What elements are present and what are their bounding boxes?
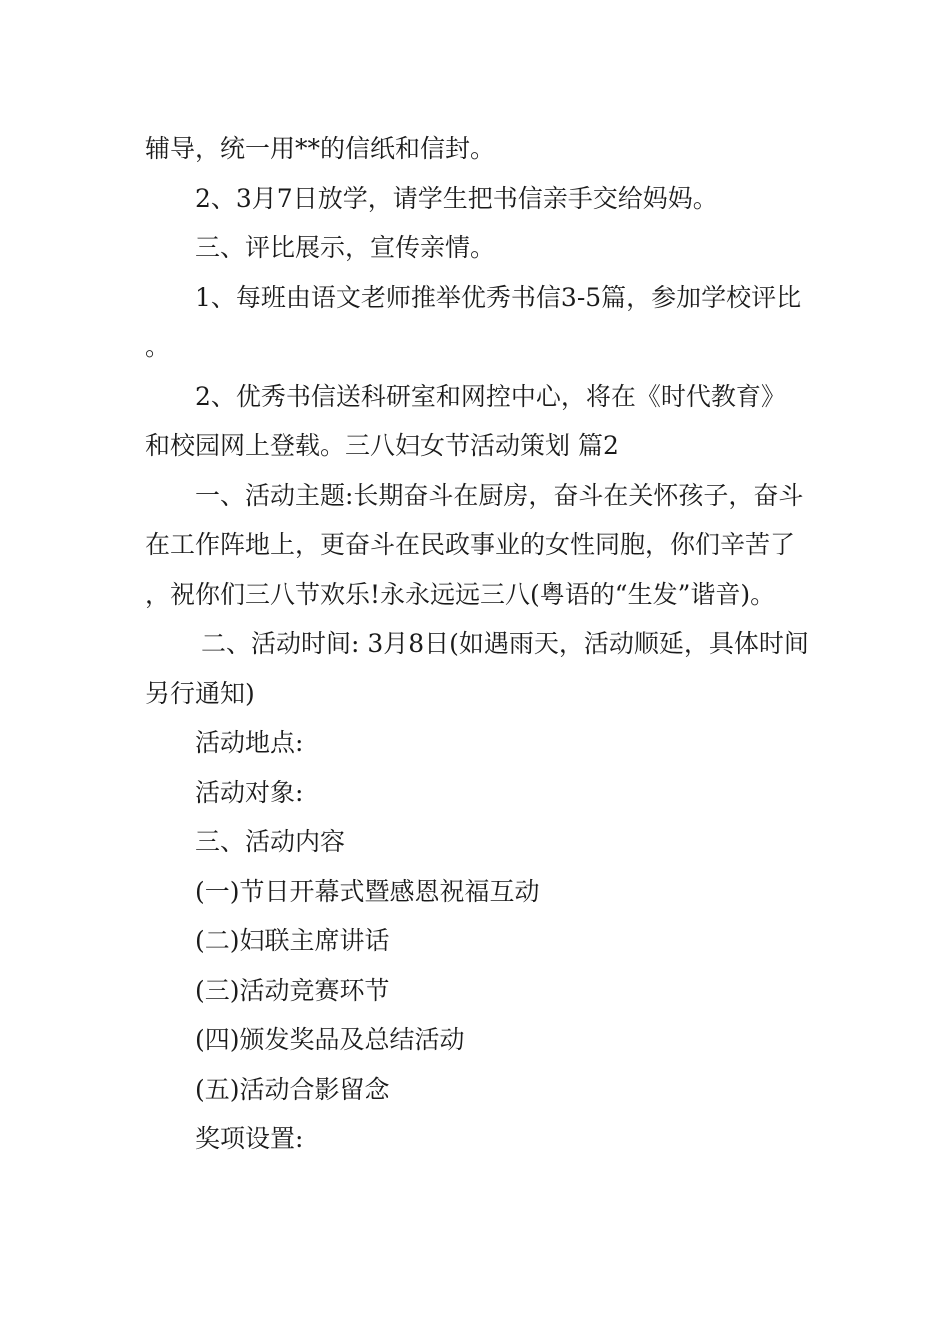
list-item: (三)活动竞赛环节 <box>195 975 390 1005</box>
list-item: (一)节日开幕式暨感恩祝福互动 <box>195 876 540 906</box>
activity-content-heading: 三、活动内容 <box>195 827 346 856</box>
paragraph-item-2: 2、3月7日放学，请学生把书信亲手交给妈妈。 <box>195 183 718 213</box>
activity-time: 二、活动时间: 3月8日(如遇雨天，活动顺延，具体时间另行通知) <box>145 629 809 708</box>
list-item: (二)妇联主席讲话 <box>195 926 390 955</box>
list-item: (五)活动合影留念 <box>195 1074 390 1104</box>
awards-heading: 奖项设置: <box>195 1124 304 1153</box>
list-item: (四)颁发奖品及总结活动 <box>195 1025 465 1054</box>
activity-audience: 活动对象: <box>195 777 304 807</box>
paragraph-continuation: 辅导，统一用**的信纸和信封。 <box>145 134 496 163</box>
section-heading-3: 三、评比展示，宣传亲情。 <box>195 233 496 262</box>
paragraph-item-2b: 2、优秀书信送科研室和网控中心，将在《时代教育》和校园网上登载。三八妇女节活动策划 篇2 <box>145 381 786 460</box>
activity-location: 活动地点: <box>195 728 304 757</box>
activity-theme: 一、活动主题:长期奋斗在厨房，奋斗在关怀孩子，奋斗在工作阵地上，更奋斗在民政事业的女性同胞，你们辛苦了，祝你们三八节欢乐!永永远远三八(粤语的“生发”谐音)。 <box>145 480 804 609</box>
paragraph-item-1: 1、每班由语文老师推举优秀书信3-5篇，参加学校评比。 <box>145 282 802 361</box>
document-body <box>145 124 810 1164</box>
